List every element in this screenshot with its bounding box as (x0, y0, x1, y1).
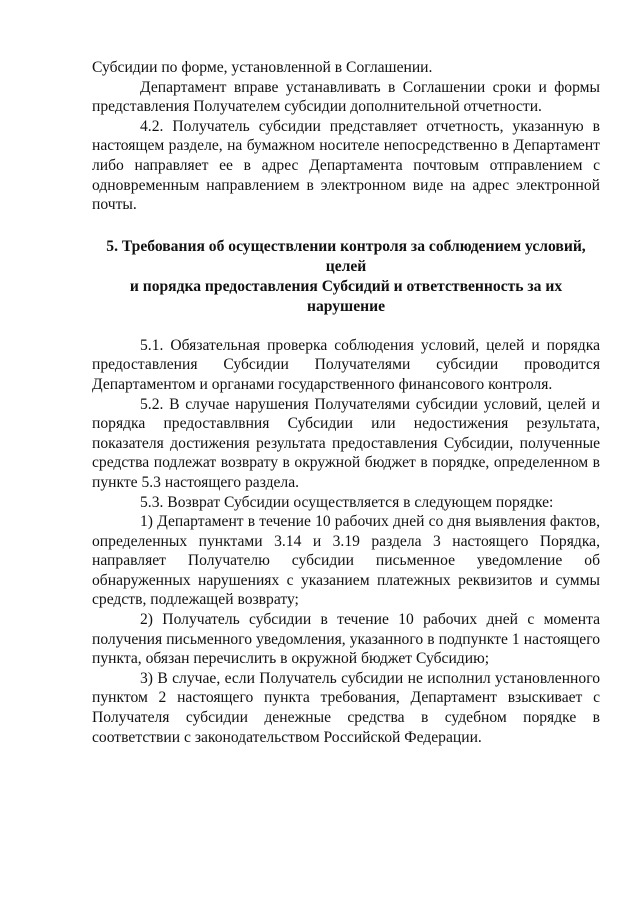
paragraph-5-3-item-3: 3) В случае, если Получатель субсидии не исполнил установленного пунктом 2 настоящего пункта требования, Департамент взыскивает с Получателя субсидии денежные средства в судебном порядке в соответствии с законодательством Российской Федерации. (92, 669, 600, 746)
paragraph-5-3-item-2: 2) Получатель субсидии в течение 10 рабочих дней с момента получения письменного уведомления, указанного в подпункте 1 настоящего пункта, обязан перечислить в окружной бюджет Субсидию; (92, 611, 600, 668)
paragraph-5-3-item-1: 1) Департамент в течение 10 рабочих дней со дня выявления фактов, определенных пунктами 3.14 и 3.19 раздела 3 настоящего Порядка, направляет Получателю субсидии письменное уведомление об обнаруженных нарушениях с указанием платежных реквизитов и суммы средств, подлежащей возврату; (92, 513, 600, 609)
document-body (92, 58, 600, 747)
section-5-heading (92, 237, 600, 317)
paragraph-4-2: 4.2. Получатель субсидии представляет отчетность, указанную в настоящем разделе, на бумажном носителе непосредственно в Департамент либо направляет ее в адрес Департамента почтовым отправлением с одновременным направлением в электронном виде на адрес электронной почты. (92, 117, 600, 214)
paragraph-additional-reporting: Департамент вправе устанавливать в Соглашении сроки и формы представления Получателем субсидии дополнительной отчетности. (92, 78, 600, 116)
paragraph-5-2: 5.2. В случае нарушения Получателями субсидии условий, целей и порядка предоставлвния Субсидии или недостижения результата, показателя достижения результата предоставления Субсидии, полученные средства подлежат возврату в окружной бюджет в порядке, определенном в пункте 5.3 настоящего раздела. (92, 395, 600, 491)
paragraph-5-1: 5.1. Обязательная проверка соблюдения условий, целей и порядка предоставления Субсидии Получателями субсидии проводится Департаментом и органами государственного финансового контроля. (92, 336, 600, 393)
paragraph-5-3: 5.3. Возврат Субсидии осуществляется в следующем порядке: (140, 493, 554, 511)
section-heading-line-2: и порядка предоставления Субсидий и ответственность за их нарушение (129, 277, 563, 315)
paragraph-subsidy-form: Субсидии по форме, установленной в Соглашении. (92, 59, 433, 76)
section-heading-line-1: 5. Требования об осуществлении контроля за соблюдением условий, целей (106, 237, 586, 275)
